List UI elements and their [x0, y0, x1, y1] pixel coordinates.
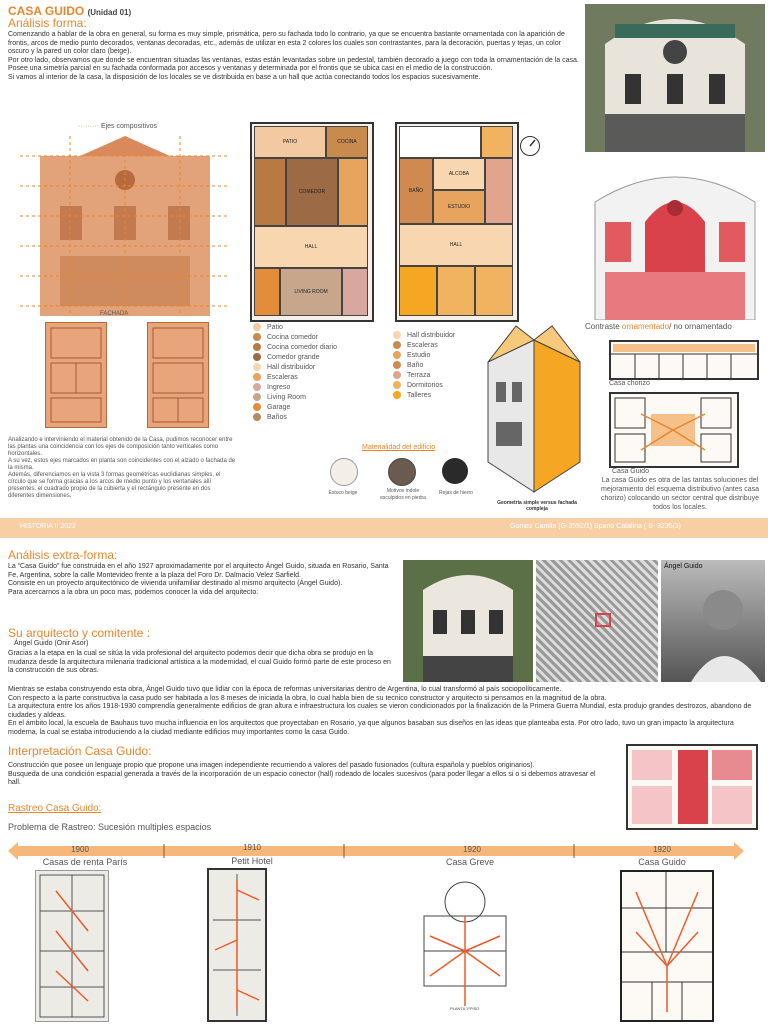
plan-casa-greve [410, 876, 520, 1016]
title-text: CASA GUIDO [8, 4, 85, 18]
fachada-label: FACHADA [100, 311, 129, 317]
room-cocina: COCINA [326, 126, 368, 158]
contraste-highlight: ornamentado [621, 322, 670, 331]
room-hall-upper: HALL [399, 224, 513, 266]
paragraph: Por otro lado, observamos que donde se encuentran situadas las ventanas, estas están levantadas sobre un pedestal, también decorado a juego con toda la ornamentación de la casa. [8, 56, 579, 64]
plan-casas-renta [35, 870, 109, 1022]
legend-label: Cocina comedor diario [267, 343, 338, 351]
legend-label: Living Room [267, 393, 306, 401]
legend-label: Comedor grande [267, 353, 320, 361]
contraste-caption [585, 322, 732, 331]
guido-desc: La casa Guido es otra de las tantas soluciones del mejoramiento del esquema distributivo (antes casa chorizo) colocando un sector central que distribuye todos los locales. [601, 477, 759, 511]
contraste-suffix: / no ornamentado [669, 322, 732, 331]
timeline-name-3: Casa Greve [445, 857, 495, 867]
material-rejas-swatch [442, 458, 468, 484]
facade-axes-drawing [20, 136, 230, 316]
legend-label: Cocina comedor [267, 333, 318, 341]
plan-casa-chorizo [609, 340, 759, 380]
materialidad-heading: Materialidad del edificio [362, 444, 436, 451]
legend-label: Escaleras [267, 373, 298, 381]
interpretacion-heading: Interpretación Casa Guido: [8, 744, 152, 758]
legend-label: Patio [267, 323, 283, 331]
plan-small-right [147, 322, 209, 428]
material-rejas-label: Rejas de hierro [439, 490, 473, 496]
room-bano: BAÑO [399, 158, 433, 224]
sheet-footer-bar [0, 518, 768, 538]
legend-swatch-icon [393, 341, 401, 349]
architect-portrait [661, 560, 765, 682]
legend-label: Garage [267, 403, 291, 411]
paragraph: La “Casa Guido” fue construida en el año 1927 aproximadamente por el arquitecto Ángel Guido, situada en Rosario, Santa Fe, Argentina, sobre la calle Montevideo frente a la plaza del Foro Dr. Dalmacio Velez Sarfield. [8, 563, 389, 579]
legend-item [393, 360, 493, 370]
material-piedra-swatch [388, 458, 416, 486]
legend-swatch-icon [393, 331, 401, 339]
paragraph: Consiste en un proyecto arquitectónico de vivienda unifamiliar destinado al mismo arquitecto (Ángel Guido). [8, 580, 343, 588]
room-ingreso [342, 268, 368, 316]
timeline-year-4: 1920 [653, 845, 671, 854]
legend-swatch-icon [253, 353, 261, 361]
room-dorm-c [475, 266, 513, 316]
paragraph: Mientras se estaba construyendo esta obra, Ángel Guido tuvo que lidiar con la época de reformas universitarias dentro de Argentina, lo cual transformó al país sociopolíticamente. [8, 686, 562, 693]
arquitecto-sub: Ángel Guido (Onir Asor) [14, 640, 89, 647]
room-escalera [338, 158, 368, 226]
room-living: LIVING ROOM [280, 268, 342, 316]
legend-swatch-icon [253, 383, 261, 391]
north-arrow-icon [520, 136, 540, 156]
footer-left: HISTORIA II 2022 [20, 523, 76, 530]
legend-swatch-icon [253, 393, 261, 401]
material-piedra-label: Motivos índole esculpidos en piedra [380, 488, 426, 501]
room-estudio: ESTUDIO [433, 190, 485, 224]
legend-swatch-icon [393, 361, 401, 369]
rastreo-heading: Rastreo Casa Guido: [8, 803, 102, 814]
paragraph: Posee una simetría parcial en su fachada conformada por accesos y ventanas y determinada por el frontis que se ubica casi en el medio de la construcción. [8, 65, 493, 73]
guido-label: Casa Guido [612, 468, 649, 475]
unit-label: (Unidad 01) [87, 8, 132, 17]
legend-swatch-icon [253, 373, 261, 381]
arquitecto-p1: Gracias a la etapa en la cual se sitúa la vida profesional del arquitecto podemos decir que dicha obra se produjo en la mudanza desde la arquitectura milenaria tradicional artística a la modernidad, el cual Guido formó parte de este proceso en la construcción de sus obras. [8, 650, 391, 675]
plan-small-left [45, 322, 107, 428]
note-p2: A su vez, estos ejes marcados en planta son coincidentes con el alzado o fachada de la misma. [8, 458, 236, 471]
legend-swatch-icon [253, 403, 261, 411]
contraste-prefix: Contraste [585, 322, 622, 331]
legend-item [253, 402, 383, 412]
paragraph: Para acercarnos a la obra un poco mas, podemos conocer la vida del arquitecto: [8, 588, 259, 596]
analisis-forma-text [8, 31, 580, 83]
material-estuco-label: Estuco beige [328, 490, 358, 496]
legend-item [393, 390, 493, 400]
room-dorm-b [437, 266, 475, 316]
legend-swatch-icon [253, 323, 261, 331]
legend-label: Talleres [407, 391, 432, 399]
room-hall: HALL [254, 226, 368, 268]
legend-upper [393, 330, 493, 400]
portrait-caption: Ángel Guido [664, 563, 703, 570]
legend-swatch-icon [393, 371, 401, 379]
legend-item [253, 332, 383, 342]
legend-swatch-icon [393, 381, 401, 389]
plan-petit-hotel [207, 868, 267, 1022]
room-patio: PATIO [254, 126, 326, 158]
legend-label: Hall distribuidor [407, 331, 456, 339]
ejes-text: Ejes compositivos [100, 123, 157, 130]
legend-label: Baños [267, 413, 287, 421]
contraste-drawing [585, 162, 765, 320]
paragraph: En el ámbito local, la escuela de Bauhaus tuvo mucha influencia en los arquitectos que proyectaban en Rosario, ya que algunos basaban sus diseños en las ideas que planteaba esta. Por otro lado, tuvo un gran impacto la arquitectura moderna, la cual se estaba introduciendo a la ciudad mediante edificios muy importantes como la casa Guido. [8, 720, 734, 736]
geometry-prism-drawing [486, 322, 582, 502]
timeline-name-4: Casa Guido [638, 857, 686, 867]
room-alcoba: ALCOBA [433, 158, 485, 190]
paragraph: Con respecto a la parte constructiva la casa pudo ser habitada a los 8 meses de iniciada la obra, lo cual habla bien de su tecnico constructor y arquitecto si pensamos en la magnitud de la obra. [8, 694, 607, 702]
extra-forma-heading: Análisis extra-forma: [8, 548, 118, 562]
timeline-name-1: Casas de renta París [42, 857, 128, 867]
legend-label: Dormitorios [407, 381, 443, 389]
legend-label: Estudio [407, 351, 431, 359]
floor-plan-ground [250, 122, 374, 322]
legend-swatch-icon [253, 413, 261, 421]
left-note [8, 437, 236, 500]
room-garage [254, 268, 280, 316]
room-terraza-top [399, 126, 481, 158]
paragraph: La arquitectura entre los años 1918-1930 comprendía generalmente edificios de gran altura e infraestructura los cuales se vieron condicionados por la finalización de la Primera Guerra Mundial, esta produjo grandes destrozos, abandono de ciudades y aldeas. [8, 703, 752, 719]
facade-photo-drawing [585, 4, 765, 152]
legend-label: Hall distribuidor [267, 363, 316, 371]
room-terraza [485, 158, 513, 224]
analisis-forma-heading: Análisis forma: [8, 16, 87, 30]
legend-item [253, 342, 383, 352]
legend-item [253, 322, 383, 332]
legend-item [253, 362, 383, 372]
plan-casa-guido-small [609, 392, 739, 468]
legend-swatch-icon [253, 333, 261, 341]
legend-swatch-icon [393, 391, 401, 399]
legend-item [393, 350, 493, 360]
legend-swatch-icon [253, 363, 261, 371]
legend-ground [253, 322, 383, 422]
legend-label: Baño [407, 361, 424, 369]
material-estuco-swatch [330, 458, 358, 486]
geometria-caption: Geometría simple versus fachada compleja [497, 500, 577, 512]
extra-forma-text [8, 563, 398, 597]
facade-photo [585, 4, 765, 152]
room-comedor: COMEDOR [286, 158, 338, 226]
room-comedor-diario [254, 158, 286, 226]
room-taller-a [399, 266, 437, 316]
timeline-year-3: 1920 [463, 845, 481, 854]
arquitecto-heading: Su arquitecto y comitente : [8, 626, 151, 640]
legend-item [253, 352, 383, 362]
footer-right: Gomez Camila (G-3552/1) Spano Catalina ( S- 3235/3) [510, 523, 681, 530]
ejes-label: ········· Ejes compositivos [78, 123, 157, 130]
note-p3: Además, diferenciamos en la vista 3 formas geométricas euclidianas simples, el círculo que se forma gracias a los arcos de medio punto y los ventanales allí presentes, el cuadrado propio de la cubierta y el rectángulo presente en dos diferentes dimensiones. [8, 472, 221, 499]
interpretacion-plan [626, 744, 758, 830]
legend-item [253, 382, 383, 392]
legend-swatch-icon [393, 351, 401, 359]
floor-plan-upper [395, 122, 519, 322]
plan-casa-guido [620, 870, 714, 1022]
arquitecto-text [8, 686, 763, 738]
legend-item [393, 380, 493, 390]
note-p1: Analizando e interviniendo el material obtenido de la Casa, pudimos reconocer entre las plantas una coincidencia con los ejes de composición tanto verticales como horizontales. [8, 437, 233, 457]
plan-greve-caption: PLANTA 1ºPISO [450, 1006, 480, 1011]
aerial-map [536, 560, 658, 682]
timeline-name-2: Petit Hotel [231, 856, 273, 866]
legend-swatch-icon [253, 343, 261, 351]
legend-item [393, 330, 493, 340]
legend-item [253, 372, 383, 382]
legend-item [393, 340, 493, 350]
rastreo-problema: Problema de Rastreo: Sucesión multiples espacios [8, 822, 212, 832]
legend-item [393, 370, 493, 380]
legend-item [253, 392, 383, 402]
room-dorm-a [481, 126, 513, 158]
timeline-year-2: 1910 [243, 843, 261, 852]
legend-label: Terraza [407, 371, 431, 379]
street-photo [403, 560, 533, 682]
legend-label: Ingreso [267, 383, 291, 391]
legend-label: Escaleras [407, 341, 438, 349]
paragraph: Busqueda de una condición espacial generada a través de la incorporación de un espacio conector (hall) rodeado de locales sucesivos (para poder llegar a ellos si o si debemos atravesar el hall. [8, 770, 596, 787]
paragraph: Comenzando a hablar de la obra en general, su forma es muy simple, prismática, pero su fachada todo lo contrario, ya que se encuentra bastante ornamentada con la aparición de frontis, arcos de medio punto decorados, ventanas decoradas, etc., además de utilizar en esta 2 colores los cuales son contrastantes, para la decoración, puertas y tejas, un color oscuro y la pared un color claro (beige). [8, 31, 565, 56]
interpretacion-text [8, 762, 608, 788]
paragraph: Si vamos al interior de la casa, la disposición de los locales se ve distribuida en base a un hall que actúa conectando todos los espacios sucesivamente. [8, 73, 481, 81]
chorizo-label: Casa chorizo [609, 380, 650, 387]
timeline-year-1: 1900 [71, 845, 89, 854]
paragraph: Construcción que posee un lenguaje propio que propone una imagen independiente recurriendo a valores del pasado fusionados (cultura española y pueblos originarios). [8, 762, 535, 769]
legend-item [253, 412, 383, 422]
